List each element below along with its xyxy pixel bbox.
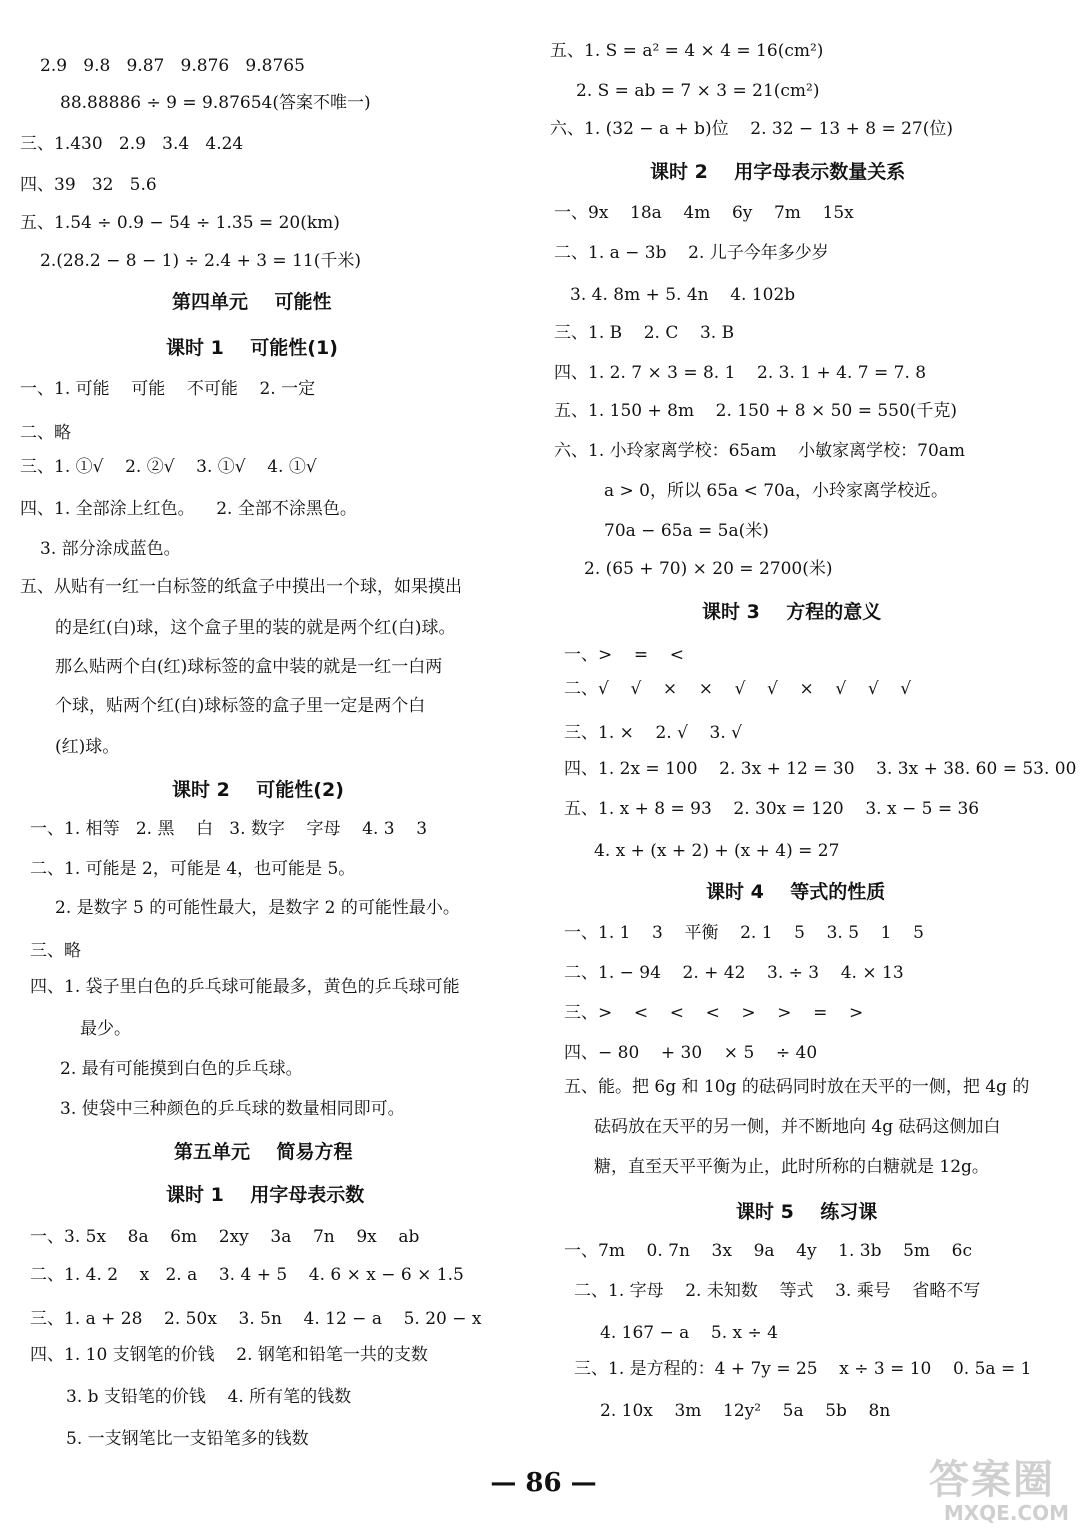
answer-line: 2.9 9.8 9.87 9.876 9.8765 (40, 56, 305, 76)
answer-line: 一、1. 1 3 平衡 2. 1 5 3. 5 1 5 (564, 923, 924, 943)
answer-line: 四、1. 袋子里白色的乒乓球可能最多，黄色的乒乓球可能 (30, 977, 460, 997)
answer-line: 五、1. S = a² = 4 × 4 = 16(cm²) (550, 41, 824, 61)
answer-line: 一、1. 可能 可能 不可能 2. 一定 (20, 379, 316, 399)
answer-line: 六、1. 小玲家离学校：65am 小敏家离学校：70am (554, 441, 966, 461)
lesson-heading: 课时 4 等式的性质 (706, 881, 886, 903)
page-number: — 86 — (490, 1468, 597, 1498)
answer-line: 2. 10x 3m 12y² 5a 5b 8n (600, 1401, 891, 1421)
answer-line: 三、1. a + 28 2. 50x 3. 5n 4. 12 − a 5. 20 − x (30, 1309, 482, 1329)
watermark-logo (929, 1458, 1079, 1528)
answer-line: 5. 一支钢笔比一支铅笔多的钱数 (66, 1429, 309, 1449)
answer-line: 一、> = < (564, 645, 684, 665)
answer-line: 二、1. 4. 2 x 2. a 3. 4 + 5 4. 6 × x − 6 × 1.5 (30, 1265, 464, 1285)
answer-line: 五、能。把 6g 和 10g 的砝码同时放在天平的一侧，把 4g 的 (564, 1077, 1030, 1097)
answer-line: 2. S = ab = 7 × 3 = 21(cm²) (576, 81, 820, 101)
answer-line: 2. 最有可能摸到白色的乒乓球。 (60, 1059, 303, 1079)
lesson-heading: 课时 2 用字母表示数量关系 (650, 161, 906, 183)
watermark-url: MXQE.COM (943, 1501, 1069, 1525)
answer-line: 四、1. 全部涂上红色。 2. 全部不涂黑色。 (20, 499, 357, 519)
answer-line: 三、> < < < > > = > (564, 1003, 864, 1023)
answer-line: 那么贴两个白(红)球标签的盒中装的就是一红一白两 (55, 657, 443, 677)
lesson-heading: 课时 1 用字母表示数 (166, 1184, 365, 1206)
answer-line: 一、3. 5x 8a 6m 2xy 3a 7n 9x ab (30, 1227, 420, 1247)
answer-line: 三、1. B 2. C 3. B (554, 323, 735, 343)
answer-line: 三、1.430 2.9 3.4 4.24 (20, 134, 244, 154)
answer-line: 的是红(白)球，这个盒子里的装的就是两个红(白)球。 (55, 618, 456, 638)
answer-line: 四、39 32 5.6 (20, 175, 157, 195)
lesson-heading: 课时 1 可能性(1) (166, 337, 338, 359)
answer-line: 二、1. a − 3b 2. 儿子今年多少岁 (554, 243, 829, 263)
answer-line: 糖，直至天平平衡为止，此时所称的白糖就是 12g。 (594, 1157, 989, 1177)
watermark-text: 答案圈 (929, 1457, 1055, 1503)
answer-line: 三、略 (30, 941, 81, 961)
answer-line: 五、1.54 ÷ 0.9 − 54 ÷ 1.35 = 20(km) (20, 213, 340, 233)
answer-line: a > 0，所以 65a < 70a，小玲家离学校近。 (604, 481, 948, 501)
answer-line: 二、1. 可能是 2，可能是 4，也可能是 5。 (30, 859, 356, 879)
lesson-heading: 课时 2 可能性(2) (172, 779, 344, 801)
answer-line: 70a − 65a = 5a(米) (604, 521, 769, 541)
unit-heading: 第五单元 简易方程 (174, 1141, 353, 1163)
answer-line: 五、1. x + 8 = 93 2. 30x = 120 3. x − 5 = 36 (564, 799, 980, 819)
answer-line: 二、√ √ × × √ √ × √ √ √ (564, 679, 912, 699)
answer-line: 2. (65 + 70) × 20 = 2700(米) (584, 559, 833, 579)
answer-line: 四、1. 2x = 100 2. 3x + 12 = 30 3. 3x + 38. 60 = 53. 00 (564, 759, 1077, 779)
answer-line: 六、1. (32 − a + b)位 2. 32 − 13 + 8 = 27(位) (550, 119, 954, 139)
lesson-heading: 课时 3 方程的意义 (702, 601, 882, 623)
answer-line: 二、略 (20, 423, 71, 443)
answer-line: 4. 167 − a 5. x ÷ 4 (600, 1323, 778, 1343)
answer-line: 二、1. 字母 2. 未知数 等式 3. 乘号 省略不写 (574, 1281, 981, 1301)
answer-line: 2.(28.2 − 8 − 1) ÷ 2.4 + 3 = 11(千米) (40, 251, 361, 271)
answer-line: 五、1. 150 + 8m 2. 150 + 8 × 50 = 550(千克) (554, 401, 958, 421)
answer-line: 三、1. ①√ 2. ②√ 3. ①√ 4. ①√ (20, 457, 317, 477)
answer-line: 3. b 支铅笔的价钱 4. 所有笔的钱数 (66, 1387, 352, 1407)
answer-line: 砝码放在天平的另一侧，并不断地向 4g 砝码这侧加白 (594, 1117, 1001, 1137)
answer-line: 3. 4. 8m + 5. 4n 4. 102b (570, 285, 796, 305)
answer-line: 88.88886 ÷ 9 = 9.87654(答案不唯一) (60, 93, 371, 113)
answer-line: 4. x + (x + 2) + (x + 4) = 27 (594, 841, 840, 861)
answer-line: 3. 部分涂成蓝色。 (40, 539, 181, 559)
answer-line: 四、1. 10 支钢笔的价钱 2. 钢笔和铅笔一共的支数 (30, 1345, 428, 1365)
answer-line: 2. 是数字 5 的可能性最大，是数字 2 的可能性最小。 (55, 898, 460, 918)
answer-line: 最少。 (80, 1019, 131, 1039)
answer-line: 二、1. − 94 2. + 42 3. ÷ 3 4. × 13 (564, 963, 904, 983)
answer-line: 一、1. 相等 2. 黑 白 3. 数字 字母 4. 3 3 (30, 819, 428, 839)
answer-line: 个球，贴两个红(白)球标签的盒子里一定是两个白 (55, 696, 426, 716)
answer-line: 一、9x 18a 4m 6y 7m 15x (554, 203, 854, 223)
lesson-heading: 课时 5 练习课 (736, 1201, 878, 1223)
answer-line: 三、1. × 2. √ 3. √ (564, 723, 743, 743)
answer-line: (红)球。 (55, 737, 120, 757)
answer-line: 3. 使袋中三种颜色的乒乓球的数量相同即可。 (60, 1099, 405, 1119)
answer-line: 四、1. 2. 7 × 3 = 8. 1 2. 3. 1 + 4. 7 = 7. 8 (554, 363, 927, 383)
answer-line: 五、从贴有一红一白标签的纸盒子中摸出一个球，如果摸出 (20, 577, 462, 597)
answer-line: 四、− 80 + 30 × 5 ÷ 40 (564, 1043, 818, 1063)
answer-line: 一、7m 0. 7n 3x 9a 4y 1. 3b 5m 6c (564, 1241, 972, 1261)
unit-heading: 第四单元 可能性 (172, 291, 332, 313)
answer-line: 三、1. 是方程的：4 + 7y = 25 x ÷ 3 = 10 0. 5a = 1 (574, 1359, 1032, 1379)
